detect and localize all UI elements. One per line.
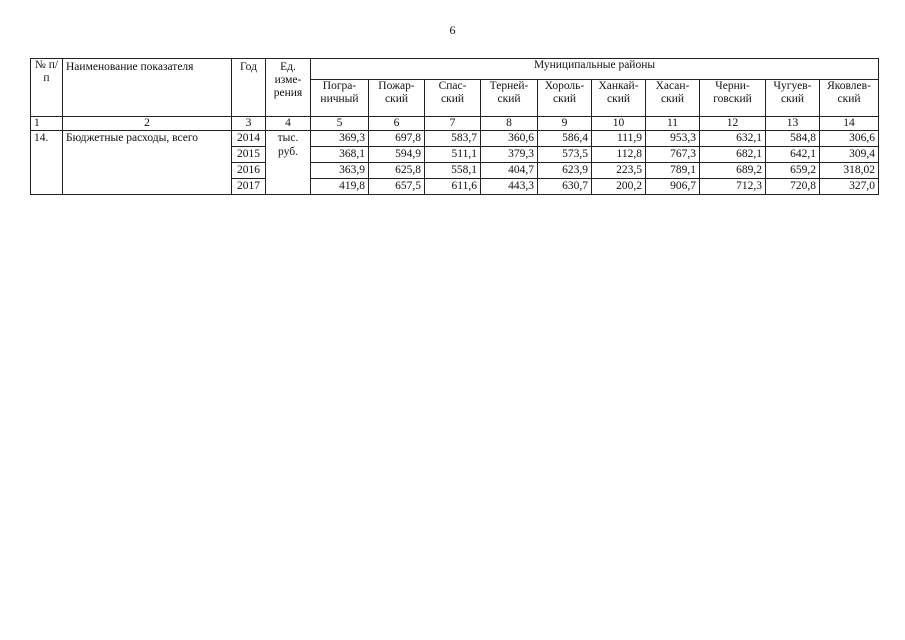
header-indicator-name: Наименование показателя (63, 59, 232, 117)
value-cell: 632,1 (700, 131, 766, 147)
value-cell: 443,3 (481, 179, 538, 195)
value-cell: 111,9 (592, 131, 646, 147)
column-number-row (31, 117, 879, 131)
value-cell: 223,5 (592, 163, 646, 179)
year-cell: 2016 (232, 163, 266, 179)
value-cell: 953,3 (646, 131, 700, 147)
value-cell: 594,9 (369, 147, 425, 163)
column-number: 6 (369, 117, 425, 131)
district-header: Чугуев- ский (766, 80, 820, 117)
table-row (31, 131, 879, 147)
value-cell: 511,1 (425, 147, 481, 163)
value-cell: 767,3 (646, 147, 700, 163)
value-cell: 682,1 (700, 147, 766, 163)
value-cell: 906,7 (646, 179, 700, 195)
header-no: № п/п (31, 59, 63, 117)
year-cell: 2017 (232, 179, 266, 195)
column-number: 2 (63, 117, 232, 131)
value-cell: 404,7 (481, 163, 538, 179)
value-cell: 584,8 (766, 131, 820, 147)
value-cell: 368,1 (311, 147, 369, 163)
column-number: 5 (311, 117, 369, 131)
value-cell: 306,6 (820, 131, 879, 147)
column-number: 14 (820, 117, 879, 131)
column-number: 1 (31, 117, 63, 131)
district-header: Яковлев- ский (820, 80, 879, 117)
value-cell: 369,3 (311, 131, 369, 147)
budget-expenses-table (30, 58, 879, 195)
column-number: 3 (232, 117, 266, 131)
column-number: 13 (766, 117, 820, 131)
value-cell: 327,0 (820, 179, 879, 195)
value-cell: 712,3 (700, 179, 766, 195)
header-unit: Ед. изме-рения (266, 59, 311, 117)
value-cell: 573,5 (538, 147, 592, 163)
value-cell: 625,8 (369, 163, 425, 179)
header-year: Год (232, 59, 266, 117)
indicator-number: 14. (31, 131, 63, 195)
value-cell: 558,1 (425, 163, 481, 179)
column-number: 12 (700, 117, 766, 131)
district-header: Ханкай- ский (592, 80, 646, 117)
value-cell: 200,2 (592, 179, 646, 195)
header-row-top (31, 59, 879, 80)
value-cell: 720,8 (766, 179, 820, 195)
value-cell: 363,9 (311, 163, 369, 179)
district-header: Хасан- ский (646, 80, 700, 117)
value-cell: 611,6 (425, 179, 481, 195)
district-header: Черни- говский (700, 80, 766, 117)
value-cell: 419,8 (311, 179, 369, 195)
year-cell: 2014 (232, 131, 266, 147)
value-cell: 360,6 (481, 131, 538, 147)
district-header: Пожар- ский (369, 80, 425, 117)
value-cell: 112,8 (592, 147, 646, 163)
value-cell: 318,02 (820, 163, 879, 179)
value-cell: 586,4 (538, 131, 592, 147)
value-cell: 642,1 (766, 147, 820, 163)
indicator-name: Бюджетные расходы, всего (63, 131, 232, 195)
unit-cell: тыс. руб. (266, 131, 311, 195)
value-cell: 789,1 (646, 163, 700, 179)
district-header: Погра- ничный (311, 80, 369, 117)
column-number: 4 (266, 117, 311, 131)
column-number: 7 (425, 117, 481, 131)
district-header: Терней- ский (481, 80, 538, 117)
year-cell: 2015 (232, 147, 266, 163)
value-cell: 583,7 (425, 131, 481, 147)
column-number: 8 (481, 117, 538, 131)
value-cell: 630,7 (538, 179, 592, 195)
header-municipal-districts: Муниципальные районы (311, 59, 879, 80)
column-number: 11 (646, 117, 700, 131)
value-cell: 657,5 (369, 179, 425, 195)
page-number: 6 (449, 23, 456, 37)
district-header: Хороль- ский (538, 80, 592, 117)
column-number: 10 (592, 117, 646, 131)
column-number: 9 (538, 117, 592, 131)
value-cell: 659,2 (766, 163, 820, 179)
value-cell: 689,2 (700, 163, 766, 179)
value-cell: 379,3 (481, 147, 538, 163)
value-cell: 309,4 (820, 147, 879, 163)
value-cell: 623,9 (538, 163, 592, 179)
value-cell: 697,8 (369, 131, 425, 147)
district-header: Спас- ский (425, 80, 481, 117)
